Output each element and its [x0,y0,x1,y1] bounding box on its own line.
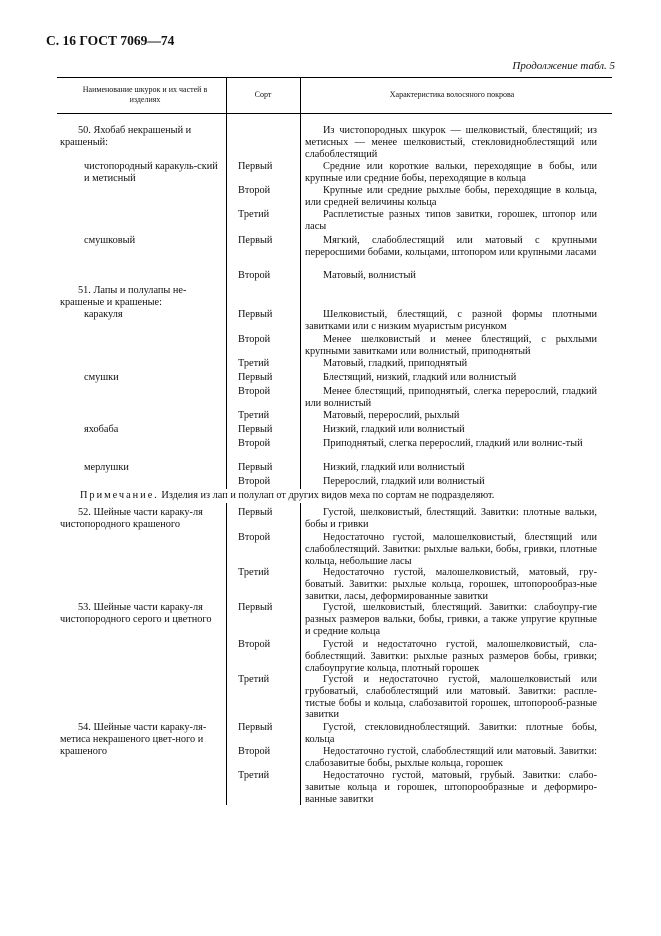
column-divider-1b [226,503,227,805]
table-header-rule [57,113,612,114]
note-label: Примечание. [80,490,159,501]
column-header-desc: Характеристика волосяного покрова [389,90,515,99]
column-header-name: Наименование шкурок и их частей в изделиях [82,85,208,104]
column-divider-1 [226,77,227,489]
note-text: Изделия из лап и полулап от других видов меха по сортам не подразделяют. [161,490,495,501]
table-note [80,490,600,502]
column-header-grade: Сорт [254,90,272,99]
table-top-rule [57,77,612,78]
page-title: С. 16 ГОСТ 7069—74 [46,33,175,48]
column-divider-2b [300,503,301,805]
table-continuation-caption: Продолжение табл. 5 [512,60,615,72]
